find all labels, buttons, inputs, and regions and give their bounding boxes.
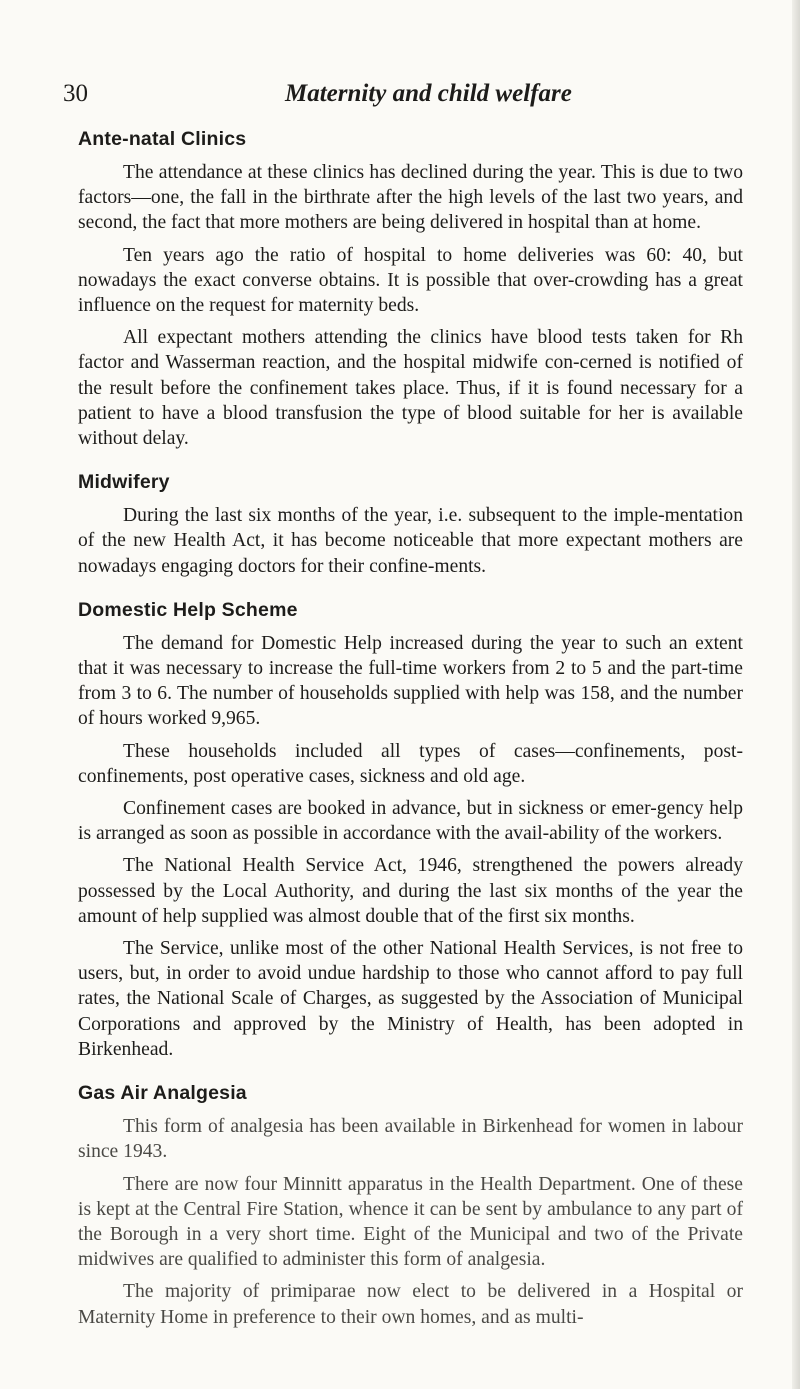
paragraph: There are now four Minnitt apparatus in the Health Department. One of these is kept at the Central Fire Station, whence it can be sent by ambulance to any part of the Borough in a very short time. Eight of the Municipal and two of the Private midwives are qualified to administer this form of analgesia.	[78, 1173, 743, 1271]
paragraph: During the last six months of the year, i.e. subsequent to the imple-mentation of the new Health Act, it has become noticeable that more expectant mothers are nowadays engaging doctors for their confine-ments.	[78, 505, 743, 577]
section-heading: Midwifery	[78, 471, 170, 494]
section-heading: Ante-natal Clinics	[78, 128, 247, 150]
running-title: Maternity and child welfare	[285, 80, 572, 107]
section-gas-air-analgesia	[78, 1082, 743, 1330]
body-text	[78, 128, 743, 1350]
paragraph: The demand for Domestic Help increased during the year to such an extent that it was necessary to increase the full-time workers from 2 to 5 and the part-time from 3 to 6. The number of households supplied with help was 158, and the number of hours worked 9,965.	[78, 632, 743, 730]
paragraph: Ten years ago the ratio of hospital to home deliveries was 60: 40, but nowadays the exact converse obtains. It is possible that over-crowding has a great influence on the request for maternity beds.	[78, 244, 743, 317]
page-number: 30	[63, 80, 88, 107]
section-midwifery	[78, 471, 743, 579]
paragraph: The attendance at these clinics has declined during the year. This is due to two factors—one, the fall in the birthrate after the high levels of the last two years, and second, the fact that more mothers are being delivered in hospital than at home.	[78, 162, 743, 234]
paragraph: Confinement cases are booked in advance, but in sickness or emer-gency help is arranged as soon as possible in accordance with the avail-ability of the workers.	[78, 798, 743, 845]
paragraph: The majority of primiparae now elect to be delivered in a Hospital or Maternity Home in preference to their own homes, and as multi-	[78, 1281, 743, 1328]
page-edge-shadow	[792, 0, 800, 1389]
running-header	[63, 80, 743, 116]
paragraph: All expectant mothers attending the clinics have blood tests taken for Rh factor and Wasserman reaction, and the hospital midwife con-cerned is notified of the result before the confinement takes place. Thus, if it is found necessary for a patient to have a blood transfusion the type of blood suitable for her is available without delay.	[78, 327, 743, 450]
section-heading: Gas Air Analgesia	[78, 1082, 247, 1105]
paragraph: These households included all types of cases—confinements, post-confinements, post operative cases, sickness and old age.	[78, 740, 743, 787]
paragraph: The Service, unlike most of the other National Health Services, is not free to users, but, in order to avoid undue hardship to those who cannot afford to pay full rates, the National Scale of Charges, as suggested by the Association of Municipal Corporations and approved by the Ministry of Health, has been adopted in Birkenhead.	[78, 938, 743, 1060]
paragraph: This form of analgesia has been available in Birkenhead for women in labour since 1943.	[78, 1116, 743, 1163]
section-domestic-help-scheme	[78, 599, 743, 1062]
section-ante-natal-clinics	[78, 128, 743, 451]
section-heading: Domestic Help Scheme	[78, 598, 298, 621]
paragraph: The National Health Service Act, 1946, strengthened the powers already possessed by the Local Authority, and during the last six months of the year the amount of help supplied was almost double that of the first six months.	[78, 855, 743, 927]
